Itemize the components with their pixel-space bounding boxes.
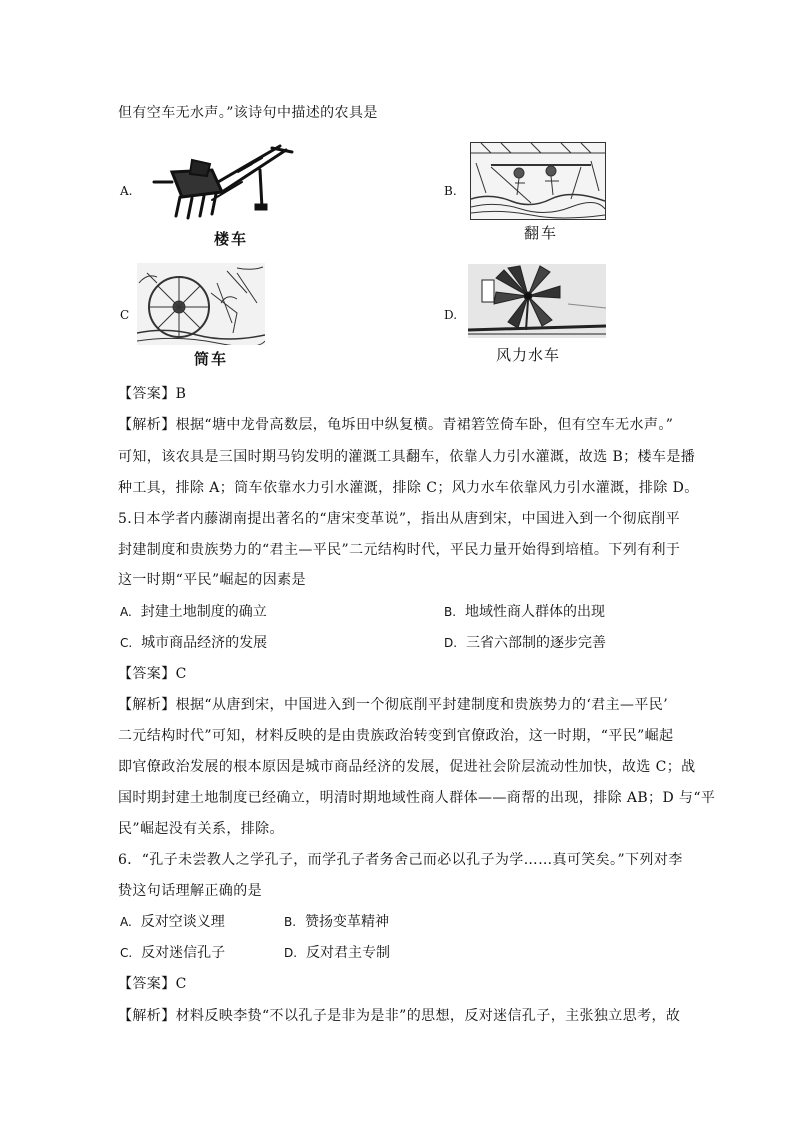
- q4-option-c-letter: C: [120, 308, 130, 322]
- q5-analysis-line-3: 即官僚政治发展的根本原因是城市商品经济的发展，促进社会阶层流动性加快，故选 C；战: [118, 759, 696, 775]
- q4-option-a-caption: 楼车: [214, 230, 249, 248]
- q4-stem-tail: 但有空车无水声。”该诗句中描述的农具是: [118, 105, 378, 121]
- q6-option-a: A. 反对空谈义理: [120, 914, 225, 930]
- water-wheel-image: [137, 263, 265, 345]
- q4-analysis-line-3: 种工具，排除 A；筒车依靠水力引水灌溉，排除 C；风力水车依靠风力引水灌溉，排除 D。: [118, 480, 699, 496]
- q6-option-c: C. 反对迷信孔子: [120, 945, 226, 961]
- q5-stem-line-2: 封建制度和贵族势力的“君主—平民”二元结构时代，平民力量开始得到培植。下列有利于: [118, 542, 681, 558]
- q4-option-d-caption: 风力水车: [496, 346, 561, 364]
- q5-analysis-line-1: 【解析】根据“从唐到宋，中国进入到一个彻底削平封建制度和贵族势力的‘君主—平民’: [118, 697, 669, 713]
- q5-stem-line-3: 这一时期“平民”崛起的因素是: [118, 572, 306, 588]
- q4-option-b-letter: B.: [444, 184, 457, 198]
- q6-stem-line-1: 6．“孔子未尝教人之学孔子，而学孔子者务舍己而必以孔子为学……真可笑矣。”下列对李: [118, 852, 683, 868]
- q6-option-d: D. 反对君主专制: [284, 945, 390, 961]
- q6-analysis-line-1: 【解析】材料反映李贽“不以孔子是非为是非”的思想，反对迷信孔子，主张独立思考，故: [118, 1008, 681, 1024]
- q5-option-b: B. 地域性商人群体的出现: [444, 604, 605, 620]
- q5-stem-line-1: 5.日本学者内藤湖南提出著名的“唐宋变革说”，指出从唐到宋，中国进入到一个彻底削平: [118, 511, 681, 527]
- q4-answer: 【答案】B: [118, 386, 187, 402]
- square-pallet-chain-pump-image: [470, 142, 606, 220]
- seeder-image: [152, 142, 294, 224]
- q4-analysis-line-2: 可知，该农具是三国时期马钧发明的灌溉工具翻车，依靠人力引水灌溉，故选 B；楼车是播: [118, 449, 696, 465]
- q5-analysis-line-5: 民”崛起没有关系，排除。: [118, 821, 284, 837]
- q4-option-a-letter: A.: [120, 184, 133, 198]
- q5-option-d: D. 三省六部制的逐步完善: [444, 635, 606, 651]
- windmill-water-pump-image: [468, 264, 606, 338]
- q5-analysis-line-4: 国时期封建土地制度已经确立，明清时期地域性商人群体——商帮的出现，排除 AB；D 与“平: [118, 790, 716, 806]
- q6-answer: 【答案】C: [118, 976, 187, 992]
- q6-option-b: B. 赞扬变革精神: [284, 914, 389, 930]
- q5-answer: 【答案】C: [118, 666, 187, 682]
- q5-option-c: C. 城市商品经济的发展: [120, 635, 268, 651]
- q4-option-c-caption: 筒车: [194, 350, 229, 368]
- q4-option-b-caption: 翻车: [524, 224, 559, 242]
- q4-option-d-letter: D.: [444, 308, 458, 322]
- q6-stem-line-2: 贽这句话理解正确的是: [118, 883, 262, 899]
- q5-analysis-line-2: 二元结构时代”可知，材料反映的是由贵族政治转变到官僚政治，这一时期，“平民”崛起: [118, 728, 674, 744]
- q5-option-a: A. 封建土地制度的确立: [120, 604, 267, 620]
- q4-analysis-line-1: 【解析】根据“塘中龙骨高数层，龟坼田中纵复横。青裙箬笠倚车卧，但有空车无水声。”: [118, 417, 674, 433]
